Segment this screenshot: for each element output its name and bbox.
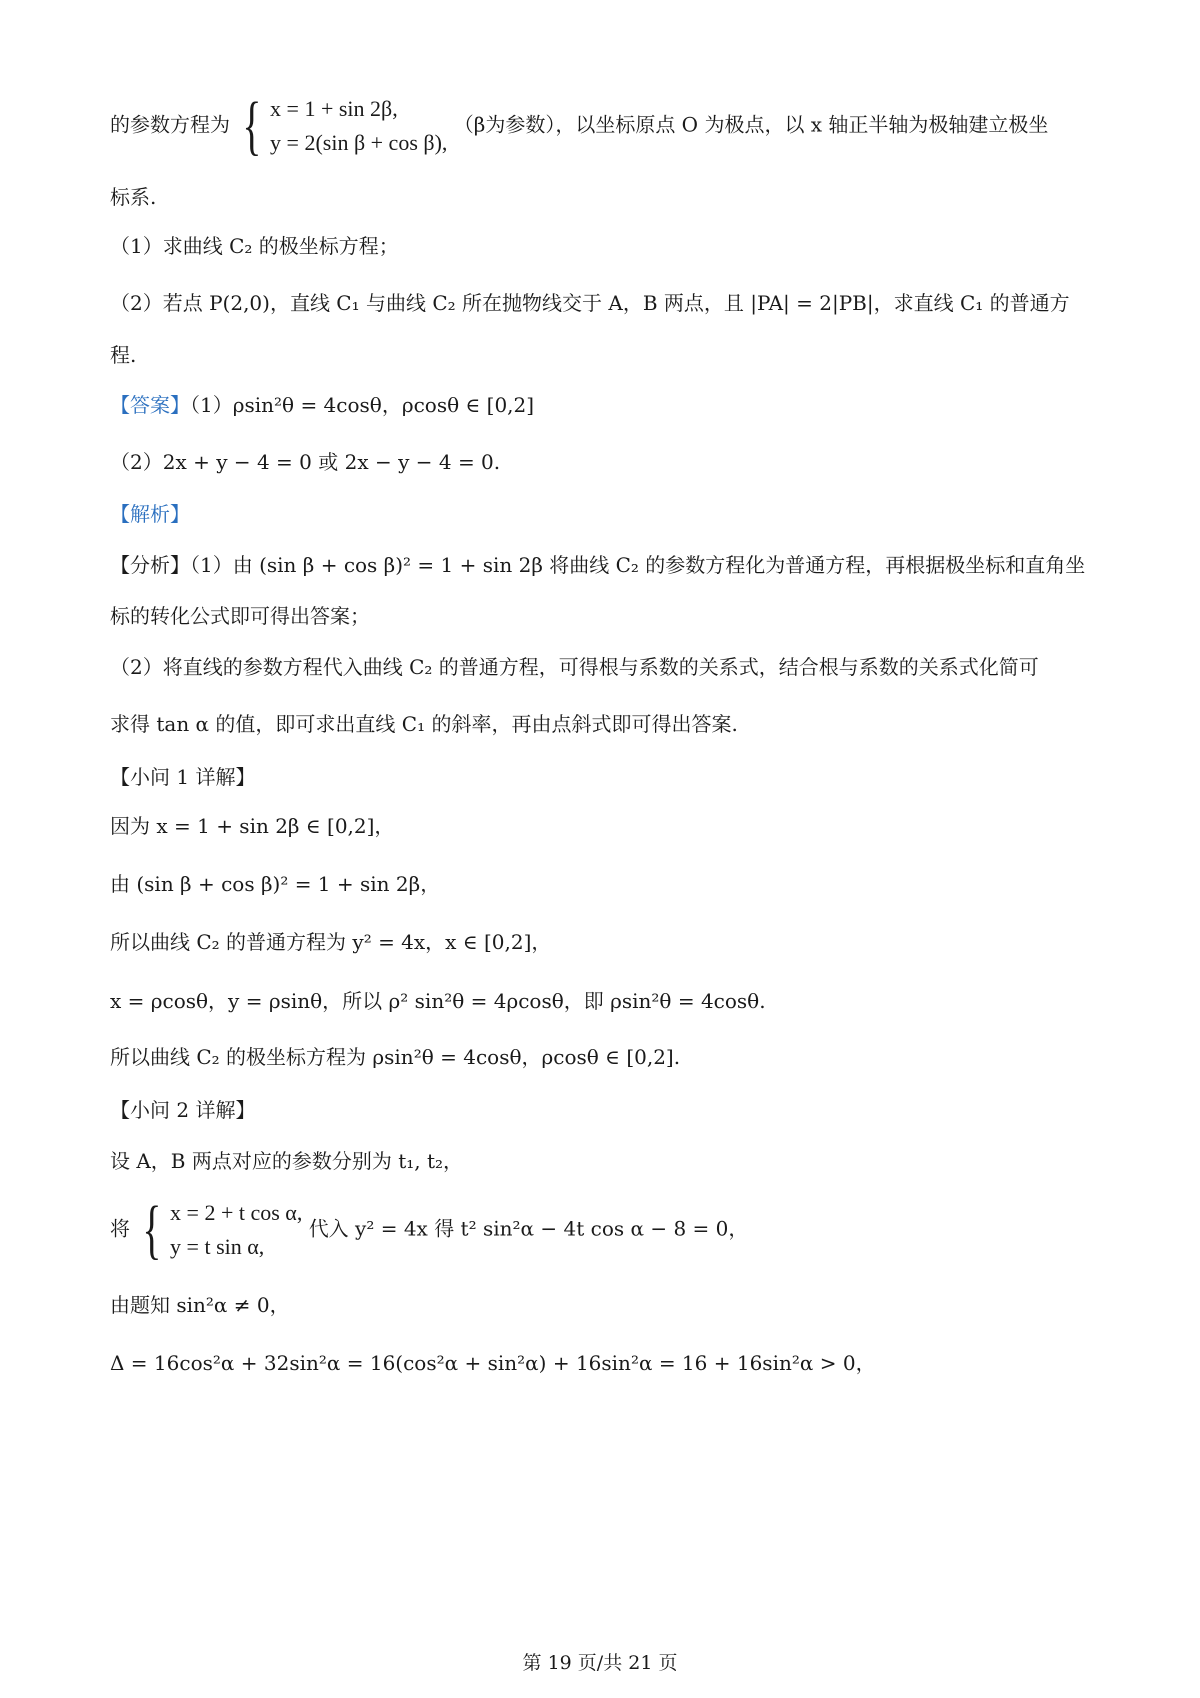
solution-line: x = ρcosθ，y = ρsinθ，所以 ρ² sin²θ = 4ρcosθ，即 ρsin²θ = 4cosθ.: [110, 989, 766, 1013]
substitution-line: [110, 1193, 1090, 1266]
equation-system: [236, 89, 448, 162]
solution-line: 所以曲线 C₂ 的极坐标方程为 ρsin²θ = 4cosθ，ρcosθ ∈ [0,2].: [110, 1045, 681, 1069]
answer-line-1: [110, 390, 1090, 420]
solution-line: 由 (sin β + cos β)² = 1 + sin 2β，: [110, 872, 441, 896]
solution-line: Δ = 16cos²α + 32sin²α = 16(cos²α + sin²α) + 16sin²α = 16 + 16sin²α > 0，: [110, 1351, 876, 1375]
analysis-text: 【分析】（1）由 (sin β + cos β)² = 1 + sin 2β 将曲线 C₂ 的参数方程化为普通方程，再根据极坐标和直角坐: [110, 553, 1086, 577]
subquestion-title: 【小问 2 详解】: [110, 1098, 256, 1122]
analysis-text: 求得 tan α 的值，即可求出直线 C₁ 的斜率，再由点斜式即可得出答案.: [110, 712, 738, 736]
page-footer: 第 19 页/共 21 页: [522, 1652, 678, 1674]
question-1: （1）求曲线 C₂ 的极坐标方程；: [110, 234, 399, 258]
text-line: 程.: [110, 343, 137, 367]
analysis-text: （2）将直线的参数方程代入曲线 C₂ 的普通方程，可得根与系数的关系式，结合根与系数的关系式化简可: [110, 655, 1039, 679]
solution-line: 因为 x = 1 + sin 2β ∈ [0,2]，: [110, 814, 395, 838]
brace-glyph: {: [142, 1193, 162, 1266]
analysis-text: 标的转化公式即可得出答案；: [110, 604, 370, 628]
analysis-tag: 【解析】: [110, 502, 190, 526]
solution-line: 设 A，B 两点对应的参数分别为 t₁, t₂，: [110, 1149, 464, 1173]
text-post: 代入 y² = 4x 得 t² sin²α − 4t cos α − 8 = 0，: [308, 1216, 749, 1241]
param-eq-line: [110, 89, 1090, 162]
eq-row-1: x = 1 + sin 2β,: [270, 96, 398, 121]
solution-line: 所以曲线 C₂ 的普通方程为 y² = 4x，x ∈ [0,2]，: [110, 930, 552, 954]
eq-row-1: x = 2 + t cos α,: [170, 1200, 303, 1225]
question-2: （2）若点 P(2,0)，直线 C₁ 与曲线 C₂ 所在抛物线交于 A，B 两点，且 |PA| = 2|PB|，求直线 C₁ 的普通方: [110, 291, 1070, 315]
brace-glyph: {: [242, 89, 262, 162]
subquestion-title: 【小问 1 详解】: [110, 765, 256, 789]
solution-line: 由题知 sin²α ≠ 0，: [110, 1293, 290, 1317]
eq-row-2: y = t sin α,: [170, 1234, 265, 1259]
text-pre: 的参数方程为: [110, 112, 230, 137]
text-line: 标系.: [110, 185, 157, 209]
text-post: （β为参数），以坐标原点 O 为极点，以 x 轴正半轴为极轴建立极坐: [453, 112, 1049, 137]
answer-line-2: （2）2x + y − 4 = 0 或 2x − y − 4 = 0.: [110, 450, 501, 474]
answer-text: （1）ρsin²θ = 4cosθ，ρcosθ ∈ [0,2]: [190, 393, 535, 417]
eq-row-2: y = 2(sin β + cos β),: [270, 130, 448, 155]
text-pre: 将: [110, 1216, 130, 1241]
answer-tag: 【答案】: [110, 393, 190, 417]
equation-system: [136, 1193, 303, 1266]
